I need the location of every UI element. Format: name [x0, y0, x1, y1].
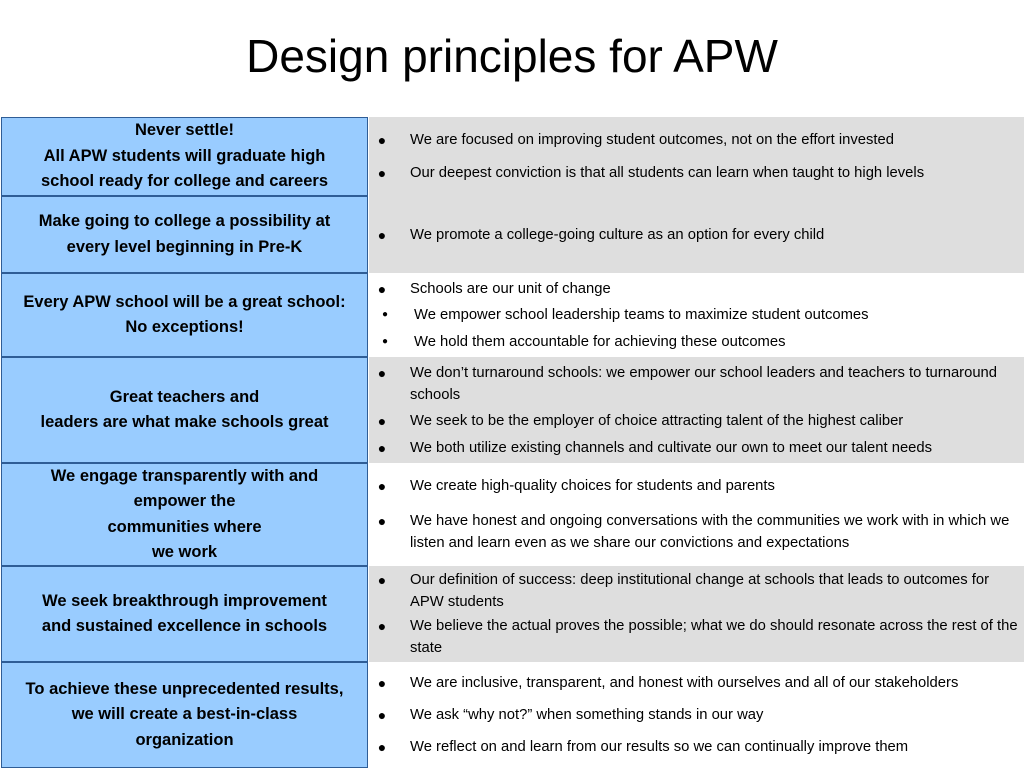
principle-row-2: [0, 196, 1024, 273]
bullet-icon: ●: [377, 675, 387, 691]
bullet-list: [369, 117, 1024, 196]
principle-text: and sustained excellence in schools: [41, 617, 328, 635]
principle-text: Great teachers and: [109, 387, 260, 406]
list-item: ● Our deepest conviction is that all students can learn when taught to high levels: [369, 162, 1024, 184]
principle-row-4: [0, 357, 1024, 463]
principle-text: We engage transparently with and: [50, 466, 319, 485]
list-item: ● We don’t turnaround schools: we empower our school leaders and teachers to turnaround schools: [369, 362, 1024, 406]
list-item: ● We are focused on improving student outcomes, not on the effort invested: [369, 129, 1024, 151]
list-item: ● Our definition of success: deep institutional change at schools that leads to outcomes for APW students: [369, 569, 1024, 613]
list-item: ● We create high-quality choices for students and parents: [369, 475, 1024, 497]
principle-cell: [1, 357, 368, 463]
list-item: ● We empower school leadership teams to maximize student outcomes: [369, 304, 1024, 326]
principle-cell: [1, 662, 368, 768]
principle-cell: [1, 566, 368, 662]
principle-text: To achieve these unprecedented results,: [25, 679, 344, 698]
principle-row-1: [0, 117, 1024, 196]
principle-cell: [1, 273, 368, 357]
bullet-icon: ●: [377, 512, 387, 529]
principle-text: Make going to college a possibility at: [38, 212, 331, 230]
list-item: ● We seek to be the employer of choice attracting talent of the highest caliber: [369, 410, 1024, 432]
bullet-icon: ●: [377, 571, 387, 588]
principle-text: No exceptions!: [125, 318, 244, 336]
principle-text: empower the: [133, 492, 236, 510]
bullet-icon: ●: [381, 309, 389, 320]
bullet-icon: ●: [377, 707, 387, 723]
bullet-icon: ●: [377, 226, 387, 243]
list-item: ● We believe the actual proves the possible; what we do should resonate across the rest of the state: [369, 615, 1024, 659]
principle-row-3: [0, 273, 1024, 357]
bullet-list: [369, 463, 1024, 566]
principle-row-7: [0, 662, 1024, 768]
bullet-list: [369, 357, 1024, 463]
bullet-icon: ●: [381, 335, 389, 347]
principle-text: school ready for college and careers: [40, 172, 329, 191]
principle-row-5: [0, 463, 1024, 566]
list-item: ● We both utilize existing channels and cultivate our own to meet our talent needs: [369, 437, 1024, 459]
bullet-icon: ●: [377, 165, 387, 182]
principle-row-6: [0, 566, 1024, 662]
list-item: ● We promote a college-going culture as an option for every child: [369, 224, 1024, 246]
bullet-icon: ●: [377, 131, 387, 148]
principle-text: organization: [135, 730, 234, 749]
bullet-icon: ●: [377, 280, 387, 297]
bullet-icon: ●: [377, 739, 387, 755]
principle-text: leaders are what make schools great: [40, 413, 329, 431]
principle-text: communities where: [107, 517, 262, 536]
bullet-icon: ●: [377, 413, 387, 429]
list-item: ● We reflect on and learn from our results so we can continually improve them: [369, 736, 1024, 758]
list-item: ● We are inclusive, transparent, and honest with ourselves and all of our stakeholders: [369, 672, 1024, 694]
bullet-icon: ●: [377, 364, 387, 381]
principle-text: every level beginning in Pre-K: [66, 237, 303, 256]
principle-text: we will create a best-in-class: [71, 705, 298, 724]
principle-text: All APW students will graduate high: [43, 146, 326, 165]
list-item: ● Schools are our unit of change: [369, 278, 1024, 300]
principle-text: We seek breakthrough improvement: [42, 591, 327, 610]
principle-text: we work: [151, 543, 218, 561]
list-item: ● We hold them accountable for achieving these outcomes: [369, 331, 1024, 353]
slide-title: Design principles for APW: [246, 30, 778, 82]
list-item: ● We have honest and ongoing conversations with the communities we work with in which we listen and learn even as we share our convictions and expectations: [369, 510, 1024, 554]
bullet-list: [369, 273, 1024, 357]
principle-cell: [1, 463, 368, 566]
principle-text: Never settle!: [134, 121, 235, 140]
bullet-icon: ●: [377, 478, 387, 495]
principle-text: Every APW school will be a great school:: [23, 292, 346, 311]
list-item: ● We ask “why not?” when something stands in our way: [369, 704, 1024, 726]
bullet-list: [369, 662, 1024, 768]
bullet-icon: ●: [377, 439, 387, 456]
principle-cell: [1, 196, 368, 273]
bullet-list: [369, 196, 1024, 273]
bullet-list: [369, 566, 1024, 662]
bullet-icon: ●: [377, 618, 387, 635]
principle-cell: [1, 117, 368, 196]
